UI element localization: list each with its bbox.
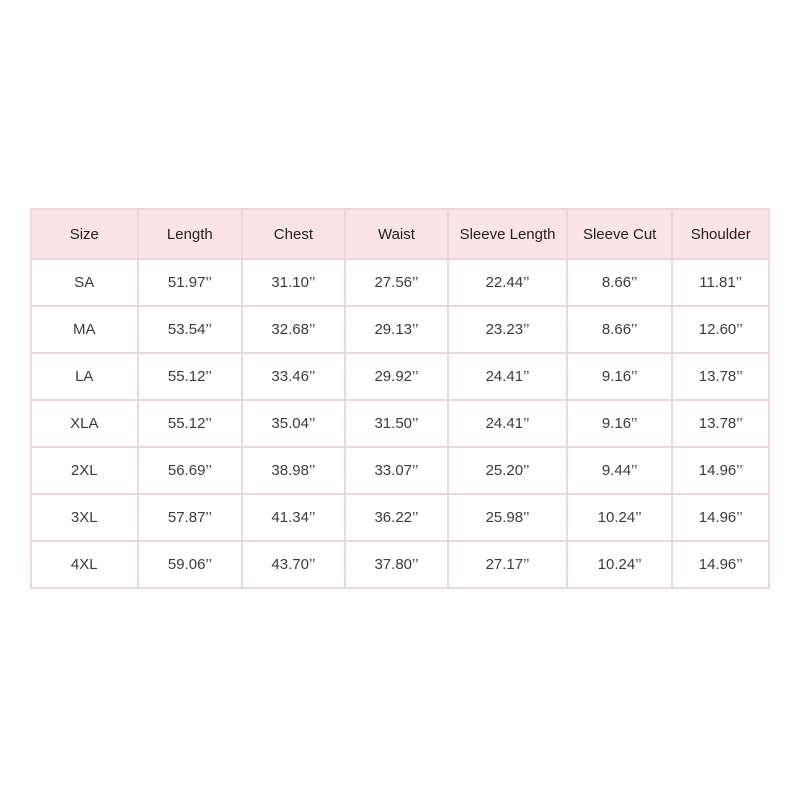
cell-length: 57.87’’ xyxy=(139,495,244,542)
cell-waist: 29.13’’ xyxy=(346,307,450,354)
cell-waist: 37.80’’ xyxy=(346,542,450,589)
size-chart-table xyxy=(30,208,770,589)
cell-chest: 35.04’’ xyxy=(243,401,346,448)
cell-size: SA xyxy=(32,260,139,307)
cell-size: LA xyxy=(32,354,139,401)
cell-length: 56.69’’ xyxy=(139,448,244,495)
cell-sleeve-cut: 10.24’’ xyxy=(568,542,674,589)
cell-length: 55.12’’ xyxy=(139,401,244,448)
cell-waist: 31.50’’ xyxy=(346,401,450,448)
header-sleeve-cut: Sleeve Cut xyxy=(568,210,674,260)
cell-chest: 38.98’’ xyxy=(243,448,346,495)
table-row xyxy=(32,260,770,307)
cell-waist: 29.92’’ xyxy=(346,354,450,401)
cell-sleeve-length: 22.44’’ xyxy=(449,260,568,307)
cell-sleeve-length: 25.20’’ xyxy=(449,448,568,495)
header-sleeve-length: Sleeve Length xyxy=(449,210,568,260)
table-row xyxy=(32,401,770,448)
header-length: Length xyxy=(139,210,244,260)
cell-sleeve-cut: 9.16’’ xyxy=(568,354,674,401)
header-size: Size xyxy=(32,210,139,260)
cell-waist: 36.22’’ xyxy=(346,495,450,542)
cell-length: 59.06’’ xyxy=(139,542,244,589)
cell-shoulder: 13.78’’ xyxy=(673,354,770,401)
cell-length: 53.54’’ xyxy=(139,307,244,354)
cell-chest: 32.68’’ xyxy=(243,307,346,354)
cell-waist: 27.56’’ xyxy=(346,260,450,307)
table-row xyxy=(32,542,770,589)
cell-waist: 33.07’’ xyxy=(346,448,450,495)
cell-sleeve-length: 27.17’’ xyxy=(449,542,568,589)
cell-size: XLA xyxy=(32,401,139,448)
cell-length: 51.97’’ xyxy=(139,260,244,307)
cell-shoulder: 14.96’’ xyxy=(673,495,770,542)
cell-size: 3XL xyxy=(32,495,139,542)
cell-sleeve-length: 25.98’’ xyxy=(449,495,568,542)
header-waist: Waist xyxy=(346,210,450,260)
cell-shoulder: 11.81’’ xyxy=(673,260,770,307)
cell-sleeve-cut: 9.44’’ xyxy=(568,448,674,495)
cell-sleeve-cut: 9.16’’ xyxy=(568,401,674,448)
cell-size: MA xyxy=(32,307,139,354)
cell-size: 2XL xyxy=(32,448,139,495)
table-row xyxy=(32,448,770,495)
cell-sleeve-cut: 8.66’’ xyxy=(568,307,674,354)
header-chest: Chest xyxy=(243,210,346,260)
cell-sleeve-cut: 8.66’’ xyxy=(568,260,674,307)
header-shoulder: Shoulder xyxy=(673,210,770,260)
size-chart-body xyxy=(32,260,770,589)
table-row xyxy=(32,307,770,354)
cell-size: 4XL xyxy=(32,542,139,589)
size-chart-header xyxy=(32,210,770,260)
cell-sleeve-length: 24.41’’ xyxy=(449,401,568,448)
cell-shoulder: 14.96’’ xyxy=(673,448,770,495)
cell-sleeve-length: 24.41’’ xyxy=(449,354,568,401)
cell-chest: 43.70’’ xyxy=(243,542,346,589)
cell-chest: 33.46’’ xyxy=(243,354,346,401)
cell-shoulder: 13.78’’ xyxy=(673,401,770,448)
cell-shoulder: 12.60’’ xyxy=(673,307,770,354)
cell-chest: 41.34’’ xyxy=(243,495,346,542)
cell-sleeve-length: 23.23’’ xyxy=(449,307,568,354)
header-row xyxy=(32,210,770,260)
cell-sleeve-cut: 10.24’’ xyxy=(568,495,674,542)
table-row xyxy=(32,354,770,401)
cell-chest: 31.10’’ xyxy=(243,260,346,307)
cell-shoulder: 14.96’’ xyxy=(673,542,770,589)
cell-length: 55.12’’ xyxy=(139,354,244,401)
table-row xyxy=(32,495,770,542)
